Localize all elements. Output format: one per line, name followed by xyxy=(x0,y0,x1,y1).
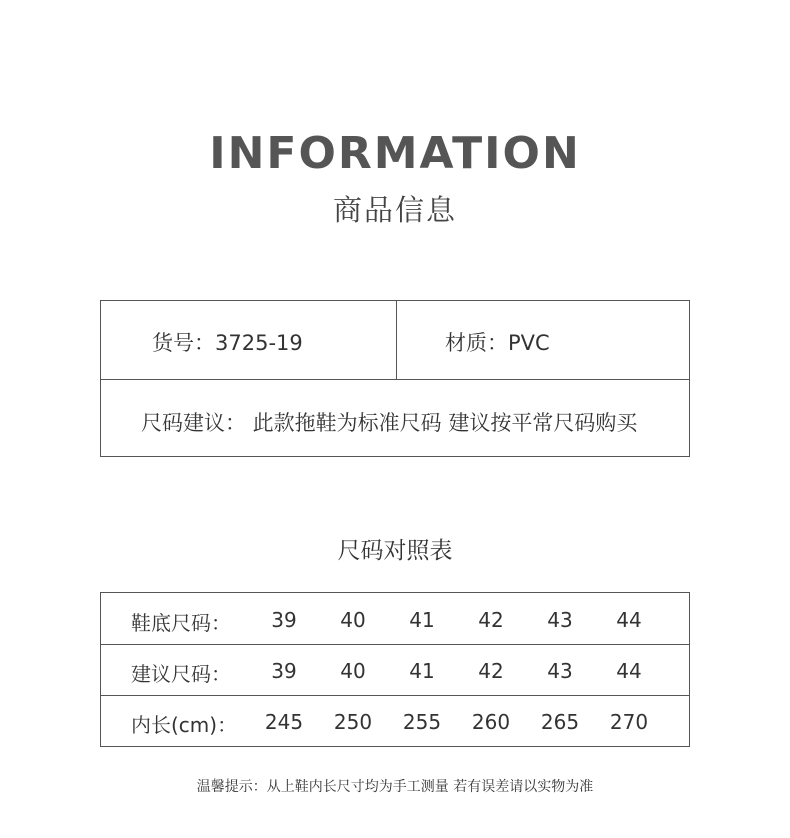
size-chart-title: 尺码对照表 xyxy=(337,538,453,564)
table-cell: 260 xyxy=(471,710,511,734)
table-cell: 41 xyxy=(409,659,435,683)
table-cell: 42 xyxy=(478,659,504,683)
item-number: 货号：3725-19 xyxy=(152,331,303,355)
table-cell: 40 xyxy=(340,659,366,683)
page-title-english: INFORMATION xyxy=(209,128,581,179)
info-row-size-advice xyxy=(101,379,689,456)
material: 材质：PVC xyxy=(445,331,550,355)
table-cell: 265 xyxy=(540,710,580,734)
product-info-table xyxy=(100,300,690,457)
size-advice: 尺码建议： 此款拖鞋为标准尺码 建议按平常尺码购买 xyxy=(141,411,638,435)
table-cell: 39 xyxy=(271,608,297,632)
table-row-inner-length xyxy=(101,695,689,746)
info-row-basic xyxy=(101,301,689,380)
table-cell: 43 xyxy=(547,608,573,632)
table-cell: 43 xyxy=(547,659,573,683)
table-cell: 40 xyxy=(340,608,366,632)
table-cell: 255 xyxy=(402,710,442,734)
footer-note: 温馨提示：从上鞋内长尺寸均为手工测量 若有误差请以实物为准 xyxy=(196,779,594,795)
row-label: 建议尺码： xyxy=(131,662,231,686)
page-title-chinese: 商品信息 xyxy=(332,193,457,227)
table-cell: 42 xyxy=(478,608,504,632)
table-cell: 250 xyxy=(333,710,373,734)
table-row-sole-size xyxy=(101,593,689,645)
cell-divider xyxy=(396,301,397,379)
table-cell: 44 xyxy=(616,608,642,632)
table-cell: 41 xyxy=(409,608,435,632)
table-cell: 245 xyxy=(264,710,304,734)
table-cell: 39 xyxy=(271,659,297,683)
table-cell: 44 xyxy=(616,659,642,683)
table-cell: 270 xyxy=(609,710,649,734)
table-row-suggested-size xyxy=(101,644,689,696)
size-chart-table xyxy=(100,592,690,747)
row-label: 鞋底尺码： xyxy=(131,611,231,635)
row-label: 内长(cm)： xyxy=(131,713,238,737)
